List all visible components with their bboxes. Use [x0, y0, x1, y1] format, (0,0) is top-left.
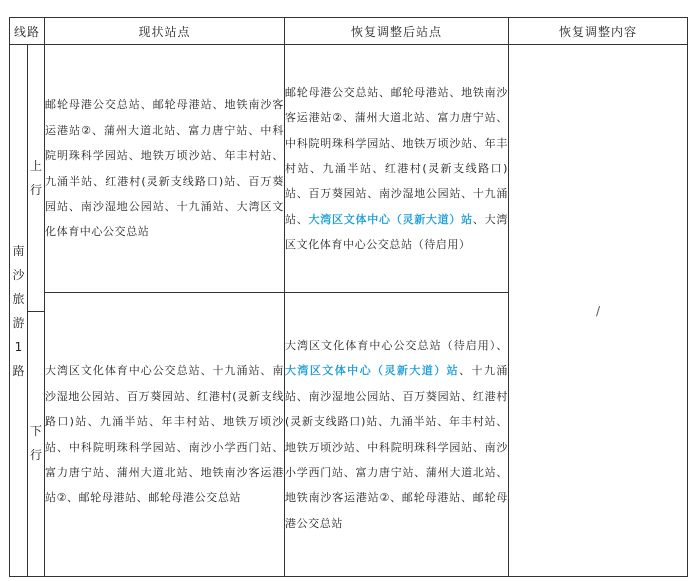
route-name-cell [10, 45, 45, 577]
header-current-stops: 现状站点 [45, 18, 285, 45]
direction-down [30, 419, 42, 467]
adjusted-stops-up-highlight: 大湾区文体中心（灵新大道）站 [308, 212, 473, 226]
direction-up [30, 154, 42, 202]
header-row [10, 18, 688, 45]
adjusted-stops-down-before: 大湾区文化体育中心公交总站（待启用）、 [285, 339, 508, 353]
adjusted-stops-up-before: 邮轮母港公交总站、邮轮母港站、地铁南沙客运港站②、蒲州大道北站、富力唐宁站、中科院明珠科学园站、地铁万顷沙站、年丰村站、九涌半站、红港村(灵新支线路口)站、百万葵园站、南沙湿地公园站、十九涌站、 [285, 85, 508, 226]
route-name-char: 沙 [12, 267, 25, 282]
route-name-char: 路 [12, 363, 25, 378]
adjusted-stops-down [285, 293, 509, 577]
route-name-char: 旅 [12, 291, 25, 306]
route-name [12, 239, 24, 383]
direction-down-char: 行 [29, 448, 42, 463]
route-name-char: 游 [12, 315, 25, 330]
direction-up-char: 上 [29, 158, 42, 173]
adjusted-stops-down-highlight: 大湾区文体中心（灵新大道）站 [285, 364, 460, 378]
adjust-content-cell: / [509, 45, 688, 577]
header-adjusted-stops: 恢复调整后站点 [285, 18, 509, 45]
adjusted-stops-down-after: 、十九涌站、南沙湿地公园站、百万葵园站、红港村(灵新支线路口)站、九涌半站、年丰村站、地铁万顷沙站、中科院明珠科学园站、南沙小学西门站、富力唐宁站、蒲州大道北站、地铁南沙客运港站②、邮轮母港站、邮轮母港公交总站 [285, 364, 508, 530]
route-name-char: 南 [12, 243, 25, 258]
route-name-char: 1 [14, 339, 23, 354]
header-line: 线路 [10, 18, 45, 45]
current-stops-down: 大湾区文化体育中心公交总站、十九涌站、南沙湿地公园站、百万葵园站、红港村(灵新支线路口)站、九涌半站、年丰村站、地铁万顷沙站、中科院明珠科学园站、南沙小学西门站、富力唐宁站、蒲州大道北站、地铁南沙客运港站②、邮轮母港站、邮轮母港公交总站 [45, 293, 285, 577]
route-adjustment-table [9, 17, 688, 577]
direction-down-char: 下 [29, 424, 42, 439]
adjusted-stops-up [285, 45, 509, 293]
table-row-up [10, 45, 688, 293]
header-adjust-content: 恢复调整内容 [509, 18, 688, 45]
direction-up-char: 行 [29, 182, 42, 197]
adjusted-stops-up-after: 、大湾区文化体育中心公交总站（待启用） [285, 212, 508, 252]
current-stops-up: 邮轮母港公交总站、邮轮母港站、地铁南沙客运港站②、蒲州大道北站、富力唐宁站、中科院明珠科学园站、地铁万顷沙站、年丰村站、九涌半站、红港村(灵新支线路口)站、百万葵园站、南沙湿地公园站、十九涌站、大湾区文化体育中心公交总站 [45, 45, 285, 293]
